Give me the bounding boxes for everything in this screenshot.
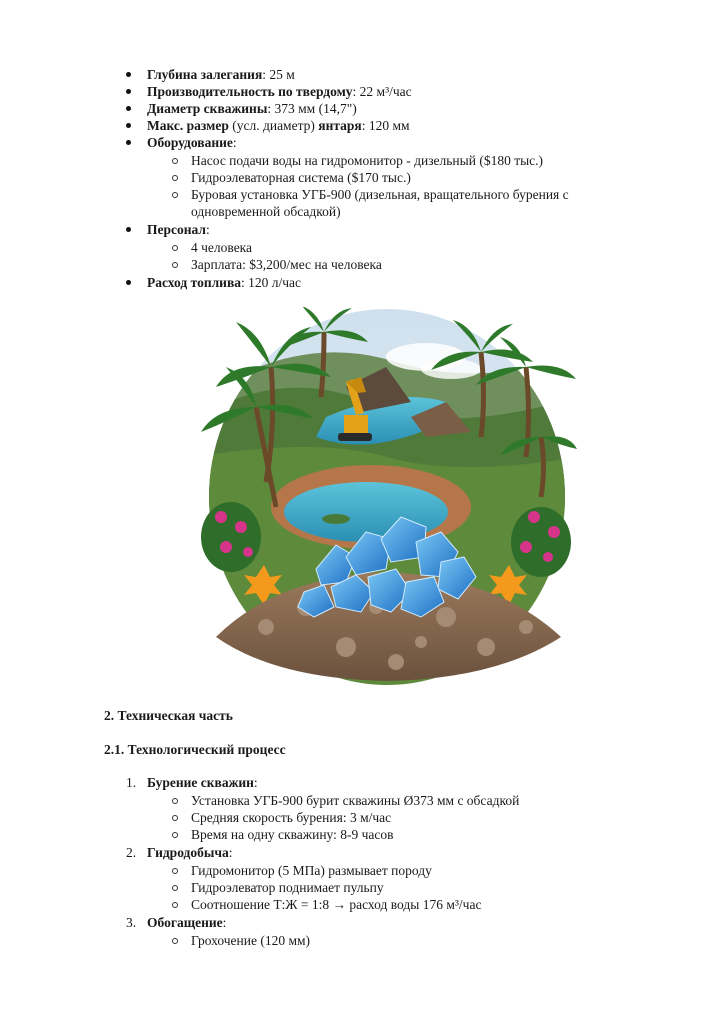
circle-bullet-icon	[172, 902, 178, 908]
param-value: :	[232, 135, 237, 150]
circle-bullet-icon	[172, 798, 178, 804]
step-title: Гидродобыча	[147, 845, 229, 860]
step-suffix: :	[222, 915, 227, 930]
step-title: Обогащение	[147, 915, 223, 930]
bullet-icon	[126, 72, 131, 77]
param-depth	[0, 66, 724, 83]
step-enrichment	[0, 914, 724, 931]
param-fuel	[0, 274, 724, 291]
step-item-text: Грохочение (120 мм)	[191, 933, 311, 948]
param-label: Персонал	[147, 222, 206, 237]
circle-bullet-icon	[172, 262, 178, 268]
step-item-text: Гидромонитор (5 МПа) размывает породу	[191, 863, 432, 878]
step-drilling	[0, 774, 724, 791]
process-steps	[0, 773, 724, 950]
section-heading: 2. Техническая часть	[104, 708, 233, 723]
circle-bullet-icon	[172, 815, 178, 821]
param-label: Диаметр скважины	[147, 101, 268, 116]
param-value: : 120 мм	[361, 118, 410, 133]
param-productivity	[0, 83, 724, 100]
step-suffix: :	[228, 845, 233, 860]
bullet-icon	[126, 106, 131, 111]
circle-bullet-icon	[172, 938, 178, 944]
param-label: Макс. размер	[147, 118, 229, 133]
personnel-item	[0, 256, 724, 273]
subsection-heading: 2.1. Технологический процесс	[104, 742, 286, 757]
step-number: 1.	[126, 775, 137, 790]
param-label: Расход топлива	[147, 275, 241, 290]
equipment-text: Буровая установка УГБ-900 (дизельная, вращательного бурения с одновременной обсадкой)	[191, 187, 569, 219]
step-item	[0, 879, 724, 896]
step-hydro-items	[0, 862, 724, 913]
step-drilling-items	[0, 792, 724, 843]
equipment-text: Гидроэлеваторная система ($170 тыс.)	[191, 170, 411, 185]
step-number: 3.	[126, 915, 137, 930]
param-note: (усл. диаметр)	[228, 118, 319, 133]
step-item	[0, 896, 724, 913]
bullet-icon	[126, 140, 131, 145]
param-label: Глубина залегания	[147, 67, 263, 82]
circle-bullet-icon	[172, 868, 178, 874]
circle-bullet-icon	[172, 175, 178, 181]
bullet-icon	[126, 227, 131, 232]
circle-bullet-icon	[172, 192, 178, 198]
step-hydro-mining	[0, 844, 724, 861]
amber-mine-illustration	[196, 307, 578, 693]
step-item	[0, 792, 724, 809]
equipment-sublist	[0, 152, 724, 220]
step-item	[0, 932, 724, 949]
param-personnel	[0, 221, 724, 238]
param-value: : 25 м	[262, 67, 295, 82]
personnel-sublist	[0, 239, 724, 273]
step-number: 2.	[126, 845, 137, 860]
equipment-text: Насос подачи воды на гидромонитор - дизельный ($180 тыс.)	[191, 153, 544, 168]
param-diameter	[0, 100, 724, 117]
bullet-icon	[126, 280, 131, 285]
step-item-text: Установка УГБ-900 бурит скважины Ø373 мм с обсадкой	[191, 793, 520, 808]
step-item	[0, 862, 724, 879]
step-item	[0, 809, 724, 826]
param-value: : 22 м³/час	[352, 84, 412, 99]
step-item	[0, 826, 724, 843]
circle-bullet-icon	[172, 832, 178, 838]
parameters-list	[0, 66, 724, 291]
step-title: Бурение скважин	[147, 775, 254, 790]
step-suffix: :	[253, 775, 258, 790]
step-item-text: Время на одну скважину: 8-9 часов	[191, 827, 394, 842]
circle-bullet-icon	[172, 885, 178, 891]
circle-bullet-icon	[172, 158, 178, 164]
param-value: : 373 мм (14,7")	[267, 101, 357, 116]
bullet-icon	[126, 89, 131, 94]
param-label-amber: янтаря	[318, 118, 362, 133]
param-value: : 120 л/час	[241, 275, 302, 290]
param-max-size	[0, 117, 724, 134]
personnel-item	[0, 239, 724, 256]
step-item-text: Средняя скорость бурения: 3 м/час	[191, 810, 392, 825]
param-label: Оборудование	[147, 135, 233, 150]
step-enrichment-items	[0, 932, 724, 949]
bullet-icon	[126, 123, 131, 128]
param-equipment	[0, 134, 724, 151]
param-value: :	[205, 222, 210, 237]
equipment-item	[0, 186, 724, 220]
step-item-text: Соотношение Т:Ж = 1:8 → расход воды 176 м³/час	[191, 897, 482, 912]
step-item-text: Гидроэлеватор поднимает пульпу	[191, 880, 384, 895]
personnel-text: 4 человека	[191, 240, 253, 255]
equipment-item	[0, 169, 724, 186]
param-label: Производительность по твердому	[147, 84, 353, 99]
equipment-item	[0, 152, 724, 169]
personnel-text: Зарплата: $3,200/мес на человека	[191, 257, 382, 272]
circle-bullet-icon	[172, 245, 178, 251]
